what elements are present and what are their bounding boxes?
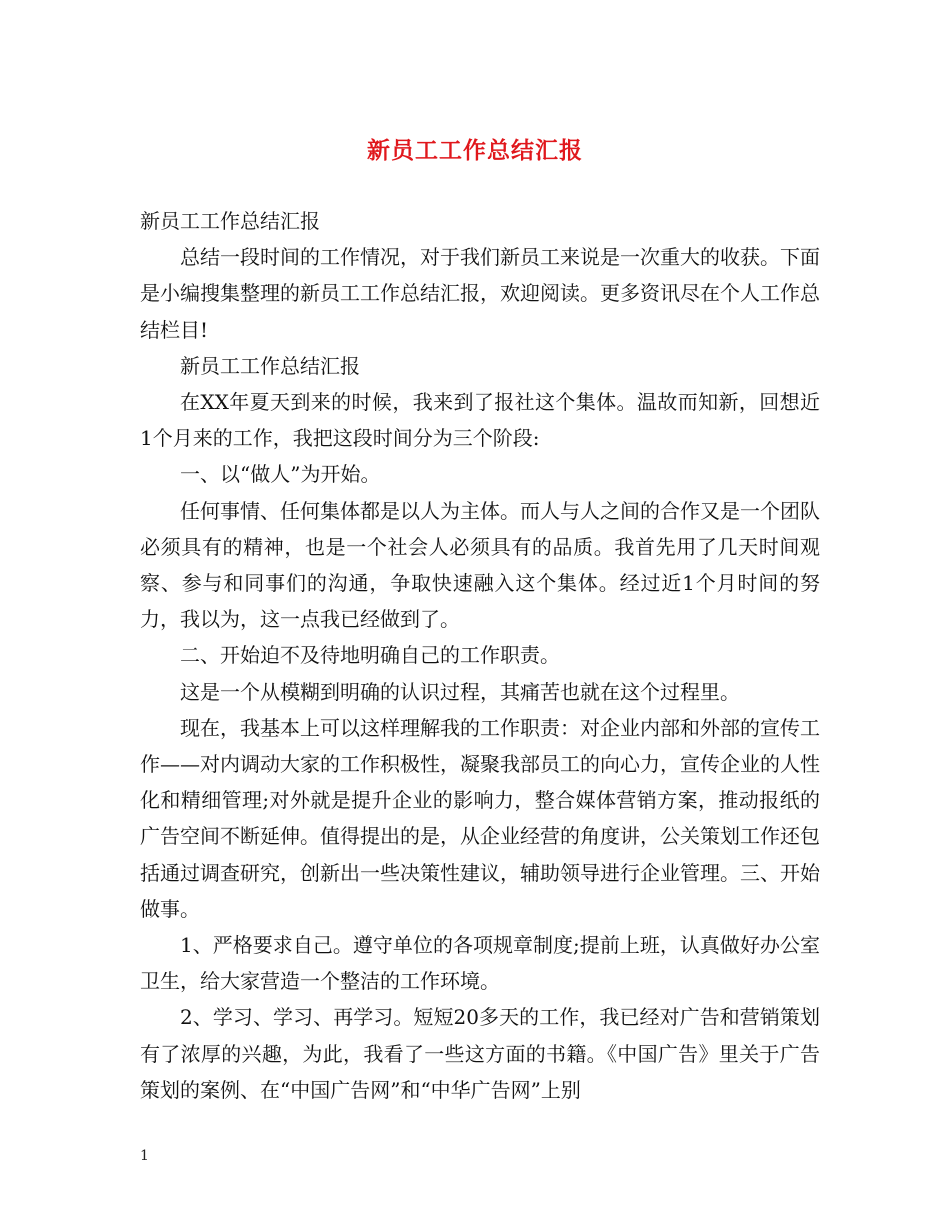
body-paragraph: 这是一个从模糊到明确的认识过程，其痛苦也就在这个过程里。 xyxy=(180,679,740,704)
document-title: 新员工工作总结汇报 xyxy=(367,137,583,164)
section-heading: 新员工工作总结汇报 xyxy=(180,353,360,378)
section-heading: 一、以“做人”为开始。 xyxy=(180,462,381,487)
section-heading: 二、开始迫不及待地明确自己的工作职责。 xyxy=(180,643,560,668)
body-paragraph: 1、严格要求自己。遵守单位的各项规章制度;提前上班，认真做好办公室卫生，给大家营造一个整洁的工作环境。 xyxy=(140,933,820,994)
document-body xyxy=(140,203,820,1108)
subtitle-paragraph: 新员工工作总结汇报 xyxy=(140,209,320,233)
body-paragraph: 在XX年夏天到来的时候，我来到了报社这个集体。温故而知新，回想近1个月来的工作，我把这段时间分为三个阶段: xyxy=(140,390,820,451)
page-number: 1 xyxy=(140,1148,149,1164)
intro-paragraph: 总结一段时间的工作情况，对于我们新员工来说是一次重大的收获。下面是小编搜集整理的新员工工作总结汇报，欢迎阅读。更多资讯尽在个人工作总结栏目! xyxy=(140,245,820,342)
body-paragraph: 任何事情、任何集体都是以人为主体。而人与人之间的合作又是一个团队必须具有的精神，也是一个社会人必须具有的品质。我首先用了几天时间观察、参与和同事们的沟通，争取快速融入这个集体。经过近1个月时间的努力，我以为，这一点我已经做到了。 xyxy=(140,498,820,632)
body-paragraph: 现在，我基本上可以这样理解我的工作职责：对企业内部和外部的宣传工作——对内调动大家的工作积极性，凝聚我部员工的向心力，宣传企业的人性化和精细管理;对外就是提升企业的影响力，整合媒体营销方案，推动报纸的广告空间不断延伸。值得提出的是，从企业经营的角度讲，公关策划工作还包括通过调查研究，创新出一些决策性建议，辅助领导进行企业管理。三、开始做事。 xyxy=(140,715,820,921)
body-paragraph: 2、学习、学习、再学习。短短20多天的工作，我已经对广告和营销策划有了浓厚的兴趣，为此，我看了一些这方面的书籍。《中国广告》里关于广告策划的案例、在“中国广告网”和“中华广告网”上别 xyxy=(140,1005,820,1102)
